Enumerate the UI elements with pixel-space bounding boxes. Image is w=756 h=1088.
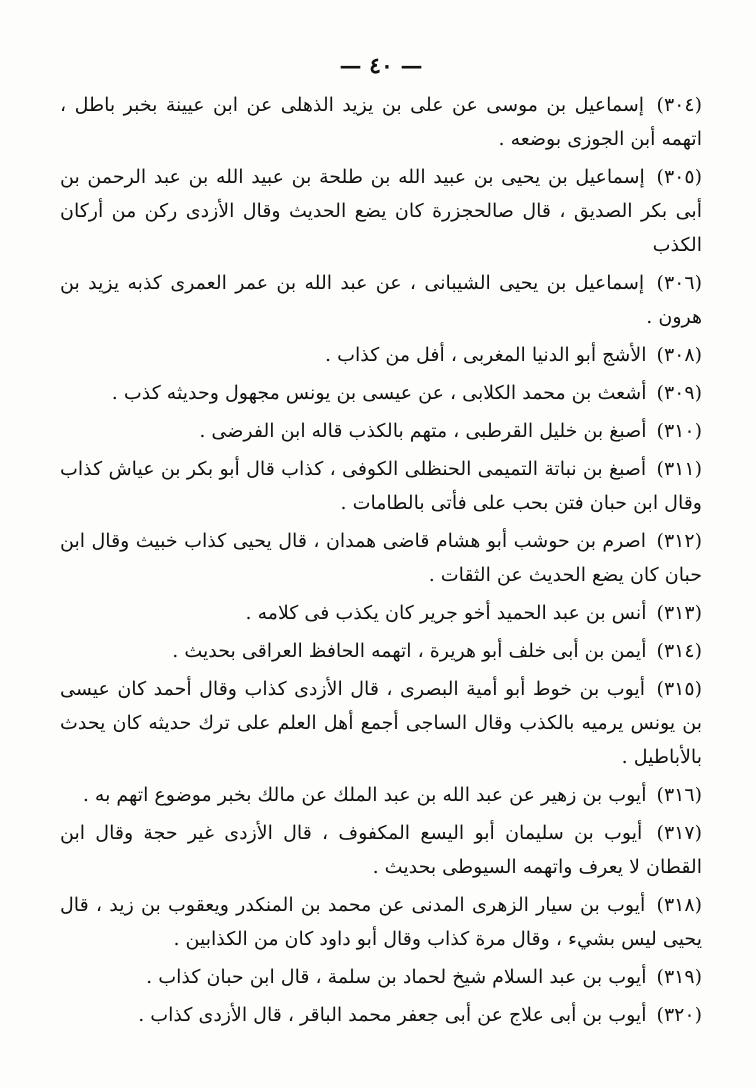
list-item xyxy=(60,672,702,774)
list-item xyxy=(60,596,702,630)
list-item xyxy=(60,998,702,1032)
entry-text: إسماعيل بن يحيى بن عبيد الله بن طلحة بن عبيد الله بن عبد الرحمن بن أبى بكر الصديق ، قال صالحجزرة كان يضع الحديث وقال الأزدى ركن من أركان الكذب xyxy=(60,166,702,256)
list-item xyxy=(60,376,702,410)
entry-number: (٣٠٦) xyxy=(656,272,702,294)
entry-text: الأشج أبو الدنيا المغربى ، أفل من كذاب . xyxy=(325,344,647,366)
entry-list xyxy=(60,88,702,1032)
entry-number: (٣١٧) xyxy=(656,822,702,844)
entry-text: أيوب بن أبى علاج عن أبى جعفر محمد الباقر ، قال الأزدى كذاب . xyxy=(138,1004,647,1026)
list-item xyxy=(60,960,702,994)
entry-number: (٣١٩) xyxy=(656,966,702,988)
entry-number: (٣١٦) xyxy=(656,784,702,806)
entry-text: إسماعيل بن يحيى الشيبانى ، عن عبد الله بن عمر العمرى كذبه يزيد بن هرون . xyxy=(60,272,702,328)
entry-number: (٣٠٤) xyxy=(656,94,702,116)
entry-number: (٣١١) xyxy=(656,458,702,480)
entry-text: أيوب بن عبد السلام شيخ لحماد بن سلمة ، قال ابن حبان كذاب . xyxy=(146,966,647,988)
entry-text: أيوب بن سيار الزهرى المدنى عن محمد بن المنكدر ويعقوب بن زيد ، قال يحيى ليس بشيء ، وقال مرة كذاب وقال أبو داود كان من الكذابين . xyxy=(60,894,702,950)
entry-number: (٣٠٥) xyxy=(656,166,702,188)
entry-number: (٣١٣) xyxy=(656,602,702,624)
entry-text: إسماعيل بن موسى عن على بن يزيد الذهلى عن ابن عيينة بخبر باطل ، اتهمه أبن الجوزى بوضعه . xyxy=(60,94,702,150)
list-item xyxy=(60,414,702,448)
list-item xyxy=(60,816,702,884)
entry-number: (٣١٨) xyxy=(656,894,702,916)
entry-text: أصبغ بن نباتة التميمى الحنظلى الكوفى ، كذاب قال أبو بكر بن عياش كذاب وقال ابن حبان فتن بحب على فأتى بالطامات . xyxy=(60,458,702,514)
list-item xyxy=(60,266,702,334)
entry-text: أيوب بن زهير عن عبد الله بن عبد الملك عن مالك بخبر موضوع اتهم به . xyxy=(82,784,647,806)
list-item xyxy=(60,634,702,668)
entry-number: (٣١٢) xyxy=(656,530,702,552)
list-item xyxy=(60,338,702,372)
entry-number: (٣٢٠) xyxy=(656,1004,702,1026)
page-number: — ٤٠ — xyxy=(339,53,423,79)
list-item xyxy=(60,88,702,156)
entry-text: اصرم بن حوشب أبو هشام قاضى همدان ، قال يحيى كذاب خبيث وقال ابن حبان كان يضع الحديث عن الثقات . xyxy=(60,530,702,586)
entry-text: أنس بن عبد الحميد أخو جرير كان يكذب فى كلامه . xyxy=(245,602,647,624)
entry-text: أيوب بن خوط أبو أمية البصرى ، قال الأزدى كذاب وقال أحمد كان عيسى بن يونس يرميه بالكذب وقال الساجى أجمع أهل العلم على ترك حديثه كان يحدث بالأباطيل . xyxy=(60,678,702,768)
entry-number: (٣١٠) xyxy=(656,420,702,442)
list-item xyxy=(60,452,702,520)
entry-text: أيمن بن أبى خلف أبو هريرة ، اتهمه الحافظ العراقى بحديث . xyxy=(172,640,647,662)
entry-number: (٣٠٩) xyxy=(656,382,702,404)
entry-number: (٣١٤) xyxy=(656,640,702,662)
entry-number: (٣١٥) xyxy=(656,678,702,700)
entry-text: أصبغ بن خليل القرطبى ، متهم بالكذب قاله ابن الفرضى . xyxy=(199,420,647,442)
list-item xyxy=(60,160,702,262)
list-item xyxy=(60,778,702,812)
entry-number: (٣٠٨) xyxy=(656,344,702,366)
entry-text: أيوب بن سليمان أبو اليسع المكفوف ، قال الأزدى غير حجة وقال ابن القطان لا يعرف واتهمه السيوطى بحديث . xyxy=(60,822,702,878)
list-item xyxy=(60,524,702,592)
entry-text: أشعث بن محمد الكلابى ، عن عيسى بن يونس مجهول وحديثه كذب . xyxy=(111,382,647,404)
list-item xyxy=(60,888,702,956)
